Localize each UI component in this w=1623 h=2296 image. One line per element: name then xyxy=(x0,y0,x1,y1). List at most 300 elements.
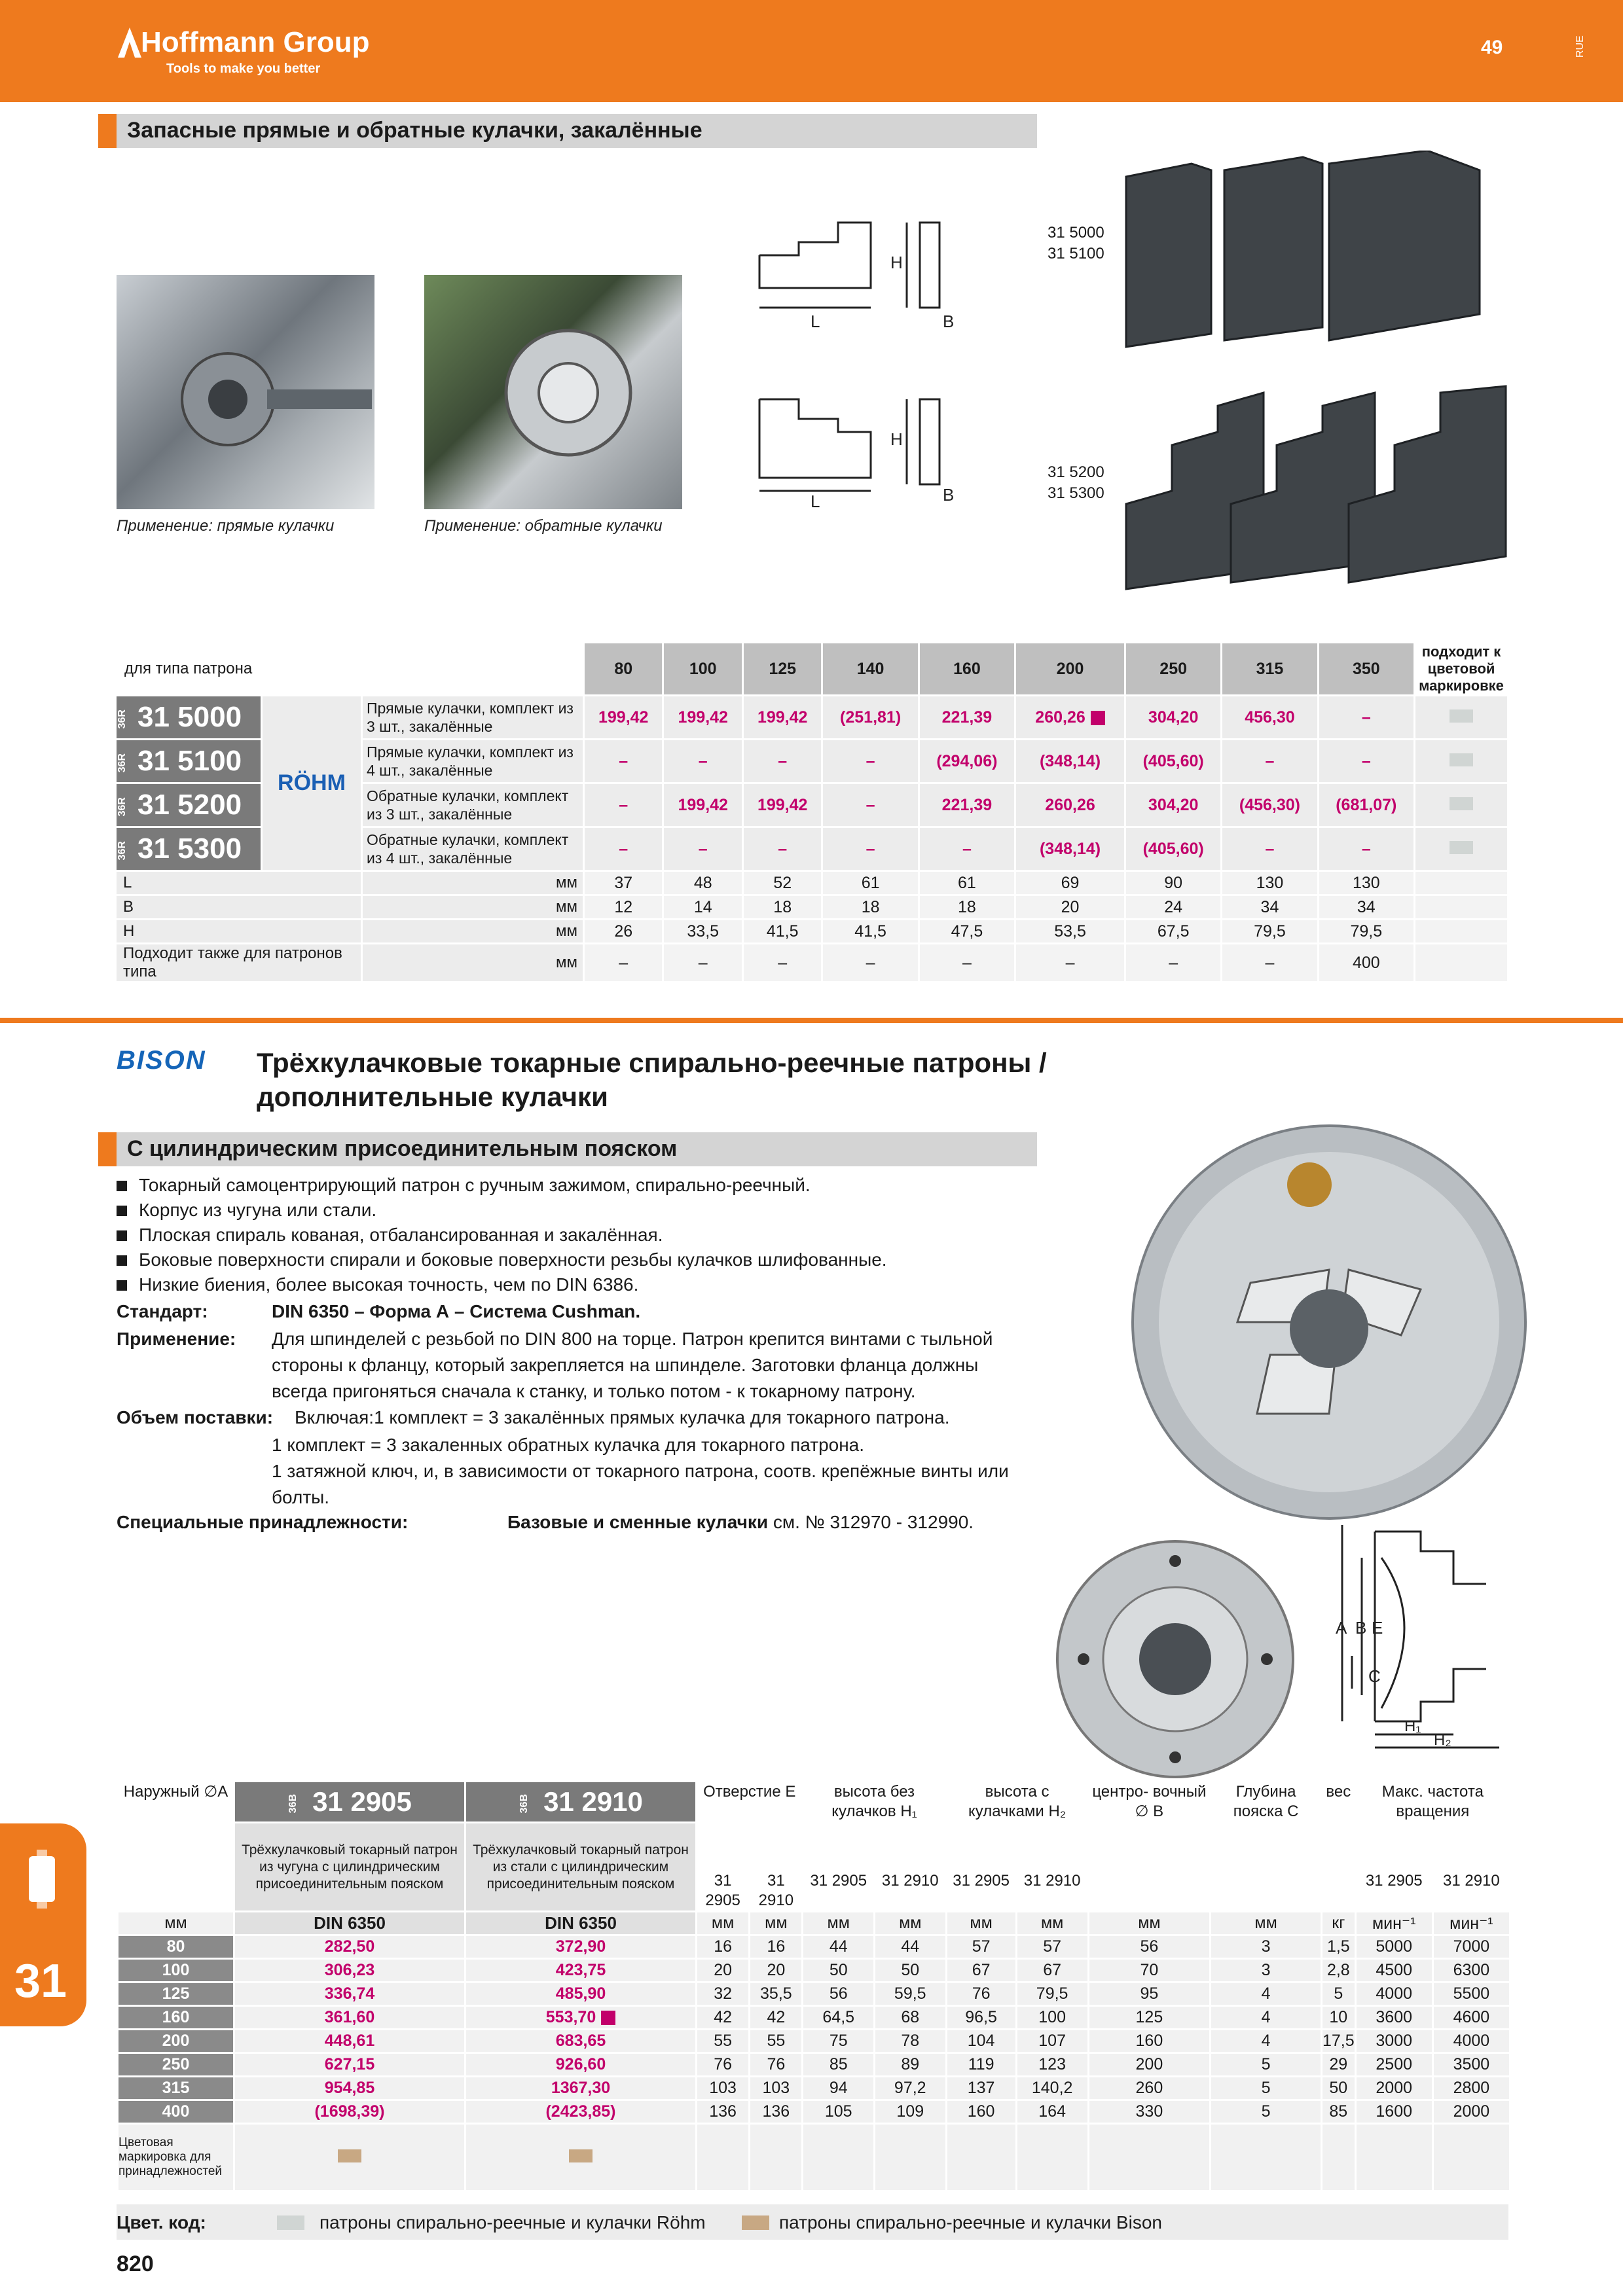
dim-label: H xyxy=(117,920,361,942)
price-cell: – xyxy=(664,740,741,782)
value-cell: 200 xyxy=(1089,2054,1210,2075)
price-cell: 423,75 xyxy=(466,1960,695,1981)
row-description: Прямые кулачки, комплект из 4 шт., закалённые xyxy=(363,740,583,782)
unit-cell: мм xyxy=(119,1912,233,1934)
dim-cell: 400 xyxy=(1319,944,1413,981)
value-cell: 78 xyxy=(875,2030,945,2052)
value-cell: 16 xyxy=(750,1936,801,1958)
weight-header: вес xyxy=(1322,1782,1355,1869)
value-cell: 56 xyxy=(803,1983,873,2005)
delivery-line-1: Включая:1 комплект = 3 закалённых прямых кулачка для токарного патрона. xyxy=(295,1407,950,1427)
unit-cell: мм xyxy=(750,1912,801,1934)
sub-code: 31 2910 xyxy=(750,1871,801,1910)
section-divider xyxy=(0,1018,1623,1023)
price-cell: (348,14) xyxy=(1016,740,1124,782)
price-cell: (2423,85) xyxy=(466,2101,695,2123)
article-312910[interactable]: 36B 31 2910 xyxy=(466,1782,695,1821)
value-cell: 5000 xyxy=(1357,1936,1432,1958)
value-cell: 100 xyxy=(1017,2007,1087,2028)
value-cell: 4 xyxy=(1211,2030,1321,2052)
article-315300[interactable]: 36R 31 5300 xyxy=(117,828,261,870)
value-cell: 4 xyxy=(1211,2007,1321,2028)
value-cell: 75 xyxy=(803,2030,873,2052)
price-cell: – xyxy=(823,828,917,870)
article-desc-2: Трёхкулачковый токарный патрон из стали с цилиндрическим присоединительным пояском xyxy=(466,1823,695,1910)
svg-text:L: L xyxy=(811,492,820,511)
sub-code: 31 2910 xyxy=(1434,1871,1509,1910)
size-cell: 250 xyxy=(119,2054,233,2075)
color-code-legend xyxy=(117,2204,1508,2240)
dim-cell: – xyxy=(585,944,662,981)
page-footer-number: 820 xyxy=(117,2251,154,2276)
value-cell: 2000 xyxy=(1434,2101,1509,2123)
price-cell: 199,42 xyxy=(664,784,741,826)
bison-chuck-image xyxy=(1113,1106,1545,1532)
price-cell: – xyxy=(585,828,662,870)
dim-cell: 130 xyxy=(1222,872,1317,894)
value-cell: 70 xyxy=(1089,1960,1210,1981)
new-marker-icon xyxy=(601,2011,615,2025)
value-cell: 4000 xyxy=(1357,1983,1432,2005)
price-cell: 199,42 xyxy=(744,784,821,826)
standard-cell: DIN 6350 xyxy=(235,1912,464,1934)
list-item: Низкие биения, более высокая точность, чем по DIN 6386. xyxy=(117,1272,1085,1297)
chuck-section-drawing xyxy=(1322,1518,1519,1754)
sub-code: 31 2905 xyxy=(1357,1871,1432,1910)
price-cell: (681,07) xyxy=(1319,784,1413,826)
value-cell: 95 xyxy=(1089,1983,1210,2005)
article-315200[interactable]: 36R 31 5200 xyxy=(117,784,261,826)
price-cell: – xyxy=(1319,696,1413,738)
logo-icon xyxy=(117,25,143,59)
value-cell: 3500 xyxy=(1434,2054,1509,2075)
price-cell: – xyxy=(664,828,741,870)
legend-bison: патроны спирально-реечные и кулачки Bison xyxy=(779,2212,1162,2233)
price-cell: – xyxy=(823,784,917,826)
sub-code: 31 2905 xyxy=(947,1871,1015,1910)
dim-label: Подходит также для патронов типа xyxy=(117,944,361,981)
table-body xyxy=(119,1936,1509,2123)
sub-code: 31 2905 xyxy=(803,1871,873,1910)
legend-rohm: патроны спирально-реечные и кулачки Röhm xyxy=(319,2212,706,2233)
article-desc-1: Трёхкулачковый токарный патрон из чугуна с цилиндрическим присоединительным пояском xyxy=(235,1823,464,1910)
dim-cell: 47,5 xyxy=(920,920,1014,942)
size-header: 350 xyxy=(1319,643,1413,694)
price-cell: 199,42 xyxy=(744,696,821,738)
size-cell: 400 xyxy=(119,2101,233,2123)
sub-code: 31 2905 xyxy=(697,1871,748,1910)
chapter-tab xyxy=(0,1823,86,2026)
reverse-jaws-image xyxy=(1113,373,1519,596)
value-cell: 1600 xyxy=(1357,2101,1432,2123)
row-description: Прямые кулачки, комплект из 3 шт., закалённые xyxy=(363,696,583,738)
value-cell: 42 xyxy=(750,2007,801,2028)
section-title-bar xyxy=(98,114,1037,148)
dim-cell: 67,5 xyxy=(1126,920,1220,942)
value-cell: 107 xyxy=(1017,2030,1087,2052)
bison-logo: BISON xyxy=(117,1046,206,1075)
list-item: Корпус из чугуна или стали. xyxy=(117,1198,1085,1223)
svg-text:A: A xyxy=(1336,1618,1347,1638)
accessories-text: Базовые и сменные кулачки см. № 312970 - 312990. xyxy=(507,1512,974,1532)
svg-text:E: E xyxy=(1372,1618,1383,1638)
chapter-number: 31 xyxy=(14,1955,67,2007)
svg-text:H₁: H₁ xyxy=(1404,1717,1421,1735)
price-cell: 336,74 xyxy=(235,1983,464,2005)
dim-cell: 130 xyxy=(1319,872,1413,894)
dim-cell: 61 xyxy=(823,872,917,894)
price-cell: 926,60 xyxy=(466,2054,695,2075)
table-row xyxy=(119,2054,1509,2075)
dim-label: B xyxy=(117,896,361,918)
unit-cell: мм xyxy=(875,1912,945,1934)
photo-straight-jaws xyxy=(117,275,374,509)
price-cell: 456,30 xyxy=(1222,696,1317,738)
svg-text:C: C xyxy=(1368,1666,1381,1686)
standard-value: DIN 6350 – Форма А – Система Cushman. xyxy=(272,1301,641,1321)
table-row xyxy=(119,2007,1509,2028)
value-cell: 20 xyxy=(697,1960,748,1981)
value-cell: 123 xyxy=(1017,2054,1087,2075)
price-cell: – xyxy=(585,740,662,782)
outer-diameter-header: Наружный ∅A xyxy=(119,1782,233,1869)
value-cell: 50 xyxy=(1322,2077,1355,2099)
table-row xyxy=(119,1983,1509,2005)
price-cell: 304,20 xyxy=(1126,696,1220,738)
price-cell: 260,26 xyxy=(1016,784,1124,826)
article-315100[interactable]: 36R 31 5100 xyxy=(117,740,261,782)
rohm-swatch xyxy=(277,2215,304,2230)
value-cell: 4600 xyxy=(1434,2007,1509,2028)
color-col-header: подходит к цветовой маркировке xyxy=(1419,643,1504,694)
dim-cell: – xyxy=(1126,944,1220,981)
price-cell: 199,42 xyxy=(664,696,741,738)
value-cell: 50 xyxy=(875,1960,945,1981)
value-cell: 103 xyxy=(697,2077,748,2099)
svg-text:H₂: H₂ xyxy=(1434,1731,1451,1749)
value-cell: 260 xyxy=(1089,2077,1210,2099)
price-cell: – xyxy=(1319,828,1413,870)
list-item: Плоская спираль кованая, отбалансированная и закалённая. xyxy=(117,1223,1085,1247)
chuck-price-table xyxy=(117,1780,1511,2192)
unit-cell: мин⁻¹ xyxy=(1434,1912,1509,1934)
value-cell: 2800 xyxy=(1434,2077,1509,2099)
value-cell: 55 xyxy=(750,2030,801,2052)
value-cell: 64,5 xyxy=(803,2007,873,2028)
value-cell: 136 xyxy=(697,2101,748,2123)
subtitle-bar xyxy=(98,1132,1037,1166)
dim-cell: – xyxy=(823,944,917,981)
price-cell-new: 260,26 xyxy=(1016,696,1124,738)
color-swatch-cell xyxy=(466,2125,695,2190)
price-cell: (405,60) xyxy=(1126,828,1220,870)
price-cell: – xyxy=(744,740,821,782)
reverse-jaw-image xyxy=(424,275,682,509)
value-cell: 16 xyxy=(697,1936,748,1958)
delivery-label: Объем поставки: xyxy=(117,1407,274,1427)
price-cell: 1367,30 xyxy=(466,2077,695,2099)
value-cell: 136 xyxy=(750,2101,801,2123)
price-cell: 199,42 xyxy=(585,696,662,738)
rohm-logo: RÖHM xyxy=(263,696,361,870)
value-cell: 20 xyxy=(750,1960,801,1981)
language-code: RUE xyxy=(1575,35,1586,58)
reverse-jaw-drawing xyxy=(753,393,976,511)
col-chuck-type: для типа патрона xyxy=(117,643,583,694)
value-cell: 160 xyxy=(1089,2030,1210,2052)
depth-header: Глубина пояска C xyxy=(1211,1782,1321,1869)
svg-text:B: B xyxy=(943,485,955,505)
dim-cell: 34 xyxy=(1319,896,1413,918)
dim-cell: 37 xyxy=(585,872,662,894)
value-cell: 44 xyxy=(875,1936,945,1958)
bison-swatch xyxy=(742,2215,769,2230)
dim-cell: 12 xyxy=(585,896,662,918)
unit-cell: кг xyxy=(1322,1912,1355,1934)
size-header: 80 xyxy=(585,643,662,694)
value-cell: 76 xyxy=(697,2054,748,2075)
dim-unit: мм xyxy=(363,896,583,918)
dim-cell: 41,5 xyxy=(744,920,821,942)
row-description: Обратные кулачки, комплект из 3 шт., закалённые xyxy=(363,784,583,826)
size-cell: 200 xyxy=(119,2030,233,2052)
price-cell: 553,70 xyxy=(466,2007,695,2028)
color-swatch-cell xyxy=(1415,828,1507,870)
value-cell: 137 xyxy=(947,2077,1015,2099)
price-cell: 304,20 xyxy=(1126,784,1220,826)
value-cell: 50 xyxy=(803,1960,873,1981)
value-cell: 109 xyxy=(875,2101,945,2123)
dim-cell: 69 xyxy=(1016,872,1124,894)
value-cell: 103 xyxy=(750,2077,801,2099)
unit-cell: мин⁻¹ xyxy=(1357,1912,1432,1934)
dim-cell: 41,5 xyxy=(823,920,917,942)
price-cell: 282,50 xyxy=(235,1936,464,1958)
price-cell: (294,06) xyxy=(920,740,1014,782)
dim-cell: 52 xyxy=(744,872,821,894)
size-header: 200 xyxy=(1016,643,1124,694)
value-cell: 4 xyxy=(1211,1983,1321,2005)
color-swatch-cell xyxy=(1415,740,1507,782)
svg-text:B: B xyxy=(1355,1618,1367,1638)
value-cell: 76 xyxy=(750,2054,801,2075)
dim-cell: 79,5 xyxy=(1319,920,1413,942)
jaw-codes-top: 31 5000 31 5100 xyxy=(1048,224,1104,262)
section2-heading: Трёхкулачковые токарные спирально-реечные патроны / дополнительные кулачки xyxy=(257,1047,1047,1112)
value-cell: 44 xyxy=(803,1936,873,1958)
unit-cell: мм xyxy=(1017,1912,1087,1934)
value-cell: 3000 xyxy=(1357,2030,1432,2052)
price-cell: 306,23 xyxy=(235,1960,464,1981)
price-cell: – xyxy=(1319,740,1413,782)
value-cell: 2000 xyxy=(1357,2077,1432,2099)
value-cell: 5 xyxy=(1322,1983,1355,2005)
feature-list xyxy=(117,1173,1085,1297)
height-jaw-header: высота с кулачками H₂ xyxy=(947,1782,1087,1821)
dim-label: L xyxy=(117,872,361,894)
price-cell: – xyxy=(920,828,1014,870)
size-header: 100 xyxy=(664,643,741,694)
value-cell: 119 xyxy=(947,2054,1015,2075)
dim-cell: – xyxy=(744,944,821,981)
value-cell: 68 xyxy=(875,2007,945,2028)
value-cell: 59,5 xyxy=(875,1983,945,2005)
value-cell: 56 xyxy=(1089,1936,1210,1958)
article-312905[interactable]: 36B 31 2905 xyxy=(235,1782,464,1821)
standard-label: Стандарт: xyxy=(117,1301,208,1321)
value-cell: 4000 xyxy=(1434,2030,1509,2052)
price-cell: 221,39 xyxy=(920,696,1014,738)
price-cell: 954,85 xyxy=(235,2077,464,2099)
application-label: Применение: xyxy=(117,1329,236,1349)
value-cell: 164 xyxy=(1017,2101,1087,2123)
svg-text:L: L xyxy=(811,312,820,331)
value-cell: 89 xyxy=(875,2054,945,2075)
article-315000[interactable]: 36R 31 5000 xyxy=(117,696,261,738)
value-cell: 85 xyxy=(803,2054,873,2075)
straight-jaws-image xyxy=(1113,151,1506,353)
price-cell: 683,65 xyxy=(466,2030,695,2052)
page-number: 49 xyxy=(1481,37,1503,58)
value-cell: 94 xyxy=(803,2077,873,2099)
value-cell: 67 xyxy=(947,1960,1015,1981)
jaws-price-table xyxy=(115,641,1509,983)
list-item: Боковые поверхности спирали и боковые поверхности резьбы кулачков шлифованные. xyxy=(117,1247,1085,1272)
straight-jaw-drawing xyxy=(753,216,976,334)
value-cell: 97,2 xyxy=(875,2077,945,2099)
table-row xyxy=(119,2101,1509,2123)
color-swatch-cell xyxy=(1415,784,1507,826)
value-cell: 4500 xyxy=(1357,1960,1432,1981)
value-cell: 160 xyxy=(947,2101,1015,2123)
size-header: 160 xyxy=(920,643,1014,694)
application-text: Для шпинделей с резьбой по DIN 800 на торце. Патрон крепится винтами с тыльной стороны к фланцу, который закрепляется на шпинделе. Заготовки фланца должны всегда пригоняться сначала к станку, и только потом - к токарному патрону. xyxy=(272,1329,993,1401)
value-cell: 3 xyxy=(1211,1960,1321,1981)
table-row xyxy=(119,2077,1509,2099)
unit-cell: мм xyxy=(803,1912,873,1934)
size-header: 125 xyxy=(744,643,821,694)
price-cell: (251,81) xyxy=(823,696,917,738)
dim-cell: 34 xyxy=(1222,896,1317,918)
dim-cell: 53,5 xyxy=(1016,920,1124,942)
price-cell: (405,60) xyxy=(1126,740,1220,782)
height-no-jaw-header: высота без кулачков H₁ xyxy=(803,1782,945,1821)
value-cell: 10 xyxy=(1322,2007,1355,2028)
dim-cell: 61 xyxy=(920,872,1014,894)
dim-cell: – xyxy=(1222,944,1317,981)
dim-cell: 79,5 xyxy=(1222,920,1317,942)
price-cell: 448,61 xyxy=(235,2030,464,2052)
dim-cell: 18 xyxy=(744,896,821,918)
value-cell: 2,8 xyxy=(1322,1960,1355,1981)
brand-name: Hoffmann Group xyxy=(141,26,370,58)
value-cell: 76 xyxy=(947,1983,1015,2005)
dim-cell: 33,5 xyxy=(664,920,741,942)
dim-cell: 48 xyxy=(664,872,741,894)
value-cell: 2500 xyxy=(1357,2054,1432,2075)
dim-cell: – xyxy=(664,944,741,981)
centering-header: центро- вочный ∅ B xyxy=(1089,1782,1210,1869)
table-row xyxy=(119,2030,1509,2052)
value-cell: 6300 xyxy=(1434,1960,1509,1981)
size-cell: 80 xyxy=(119,1936,233,1958)
dim-cell: 26 xyxy=(585,920,662,942)
svg-text:H: H xyxy=(890,429,903,449)
value-cell: 5 xyxy=(1211,2101,1321,2123)
svg-text:B: B xyxy=(943,312,955,331)
value-cell: 5 xyxy=(1211,2077,1321,2099)
dim-cell: – xyxy=(1016,944,1124,981)
unit-cell: мм xyxy=(947,1912,1015,1934)
value-cell: 17,5 xyxy=(1322,2030,1355,2052)
subtitle: С цилиндрическим присоединительным пояском xyxy=(127,1136,678,1161)
color-swatch-cell xyxy=(235,2125,464,2190)
dim-unit: мм xyxy=(363,872,583,894)
value-cell: 104 xyxy=(947,2030,1015,2052)
price-cell: – xyxy=(1222,828,1317,870)
caption-straight-jaws: Применение: прямые кулачки xyxy=(117,517,335,535)
sub-code: 31 2910 xyxy=(875,1871,945,1910)
value-cell: 5500 xyxy=(1434,1983,1509,2005)
price-cell: (1698,39) xyxy=(235,2101,464,2123)
dim-cell: 24 xyxy=(1126,896,1220,918)
svg-text:H: H xyxy=(890,253,903,272)
size-header: 140 xyxy=(823,643,917,694)
size-cell: 100 xyxy=(119,1960,233,1981)
price-cell: – xyxy=(744,828,821,870)
price-cell: 372,90 xyxy=(466,1936,695,1958)
list-item: Токарный самоцентрирующий патрон с ручным зажимом, спирально-реечный. xyxy=(117,1173,1085,1198)
value-cell: 55 xyxy=(697,2030,748,2052)
dim-cell: 18 xyxy=(823,896,917,918)
value-cell: 85 xyxy=(1322,2101,1355,2123)
size-cell: 125 xyxy=(119,1983,233,2005)
value-cell: 67 xyxy=(1017,1960,1087,1981)
bore-header: Отверстие E xyxy=(697,1782,801,1821)
price-cell: (348,14) xyxy=(1016,828,1124,870)
table-row xyxy=(119,1960,1509,1981)
caption-reverse-jaws: Применение: обратные кулачки xyxy=(424,517,663,535)
color-code-label: Цвет. код: xyxy=(117,2212,206,2233)
dim-cell: 90 xyxy=(1126,872,1220,894)
speed-header: Макс. частота вращения xyxy=(1357,1782,1509,1821)
delivery-text: 1 комплект = 3 закаленных обратных кулачка для токарного патрона. 1 затяжной ключ, и, в зависимости от токарного патрона, соотв. крепёжные винты или болты. xyxy=(272,1435,1009,1507)
value-cell: 57 xyxy=(947,1936,1015,1958)
photo-reverse-jaws xyxy=(424,275,682,509)
value-cell: 5 xyxy=(1211,2054,1321,2075)
price-cell: – xyxy=(1222,740,1317,782)
value-cell: 125 xyxy=(1089,2007,1210,2028)
brand-tagline: Tools to make you better xyxy=(166,62,321,76)
value-cell: 32 xyxy=(697,1983,748,2005)
standard-cell: DIN 6350 xyxy=(466,1912,695,1934)
new-marker-icon xyxy=(1091,711,1105,725)
size-cell: 160 xyxy=(119,2007,233,2028)
value-cell: 7000 xyxy=(1434,1936,1509,1958)
unit-cell: мм xyxy=(1089,1912,1210,1934)
section-title: Запасные прямые и обратные кулачки, закалённые xyxy=(127,118,702,143)
jaw-codes-bottom: 31 5200 31 5300 xyxy=(1048,463,1104,502)
dim-unit: мм xyxy=(363,944,583,981)
lathe-chuck-image xyxy=(117,275,374,509)
dim-unit: мм xyxy=(363,920,583,942)
dim-cell: 18 xyxy=(920,896,1014,918)
value-cell: 330 xyxy=(1089,2101,1210,2123)
chuck-back-image xyxy=(1051,1535,1300,1784)
price-cell: 627,15 xyxy=(235,2054,464,2075)
price-cell: 221,39 xyxy=(920,784,1014,826)
color-swatch-cell xyxy=(1415,696,1507,738)
